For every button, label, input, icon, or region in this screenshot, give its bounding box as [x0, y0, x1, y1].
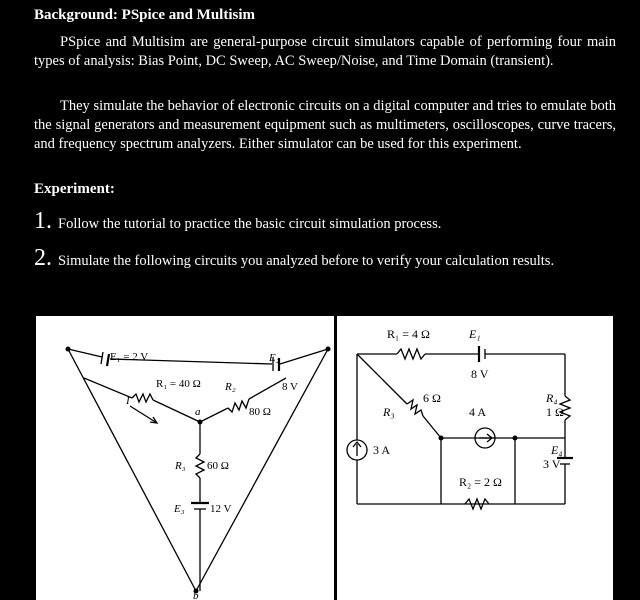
e1-value: 8 V — [471, 367, 489, 381]
e3-value: 12 V — [210, 503, 232, 515]
node-dot — [439, 436, 444, 441]
r1-label: R₁ = 40 Ω — [156, 378, 201, 390]
background-paragraph-1: PSpice and Multisim are general-purpose circuit simulators capable of performing four main types of analysis: Bias Point, DC Sweep, AC Sweep/Noise, and Time Domain (transient). — [34, 34, 616, 69]
circuit-diagram-1 — [36, 316, 334, 600]
experiment-item-1 — [34, 208, 441, 235]
node-dot — [513, 436, 518, 441]
e1-label: E₁ = 2 V — [110, 351, 149, 363]
background-paragraph-2: They simulate the behavior of electronic circuits on a digital computer and tries to emulate both the signal generators and measurement equipment such as multimeters, oscilloscopes, curve tracers, and frequency spectrum analyzers. Either simulator can be used for this experiment. — [34, 98, 616, 152]
e4-label: E₄ — [551, 443, 563, 457]
experiment-item-2 — [34, 245, 554, 272]
r4-value: 1 Ω — [546, 405, 564, 419]
e2-label: E₂ — [269, 352, 280, 364]
node-dot — [326, 347, 331, 352]
experiment-heading: Experiment: — [34, 181, 115, 197]
current-source-3a-label: 3 A — [373, 443, 391, 457]
node-a-dot — [198, 420, 203, 425]
circuit-2-svg — [337, 316, 613, 600]
r2-label: R₂ = 2 Ω — [459, 475, 502, 489]
node-a-label: a — [195, 406, 201, 418]
e1-battery-plate — [107, 354, 109, 366]
current-i-label: I — [126, 395, 130, 407]
r4-label: R₄ — [546, 391, 558, 405]
e2-value: 8 V — [282, 381, 298, 393]
e1-label: E₁ — [469, 327, 481, 341]
background-title: Background: PSpice and Multisim — [34, 7, 256, 23]
node-dot — [66, 347, 71, 352]
r3-label: R₃ — [175, 460, 186, 472]
r3-value: 6 Ω — [423, 391, 441, 405]
e1-battery-plate — [101, 352, 103, 364]
r1-label: R₁ = 4 Ω — [387, 327, 430, 341]
r2-label: R₂ — [225, 381, 236, 393]
e3-label: E₃ — [174, 503, 185, 515]
r3-label: R₃ — [383, 405, 395, 419]
item-text: Follow the tutorial to practice the basic circuit simulation process. — [58, 216, 442, 232]
current-source-4a-label: 4 A — [469, 405, 487, 419]
item-text: Simulate the following circuits you analyzed before to verify your calculation results. — [58, 253, 555, 269]
node-b-label: b — [193, 590, 199, 600]
circuit-1-svg — [36, 316, 334, 600]
r2-value: 80 Ω — [249, 406, 271, 418]
r3-value: 60 Ω — [207, 460, 229, 472]
item-number: 2. — [34, 245, 52, 271]
e4-value: 3 V — [543, 457, 561, 471]
item-number: 1. — [34, 208, 52, 234]
circuit-diagram-2 — [337, 316, 613, 600]
